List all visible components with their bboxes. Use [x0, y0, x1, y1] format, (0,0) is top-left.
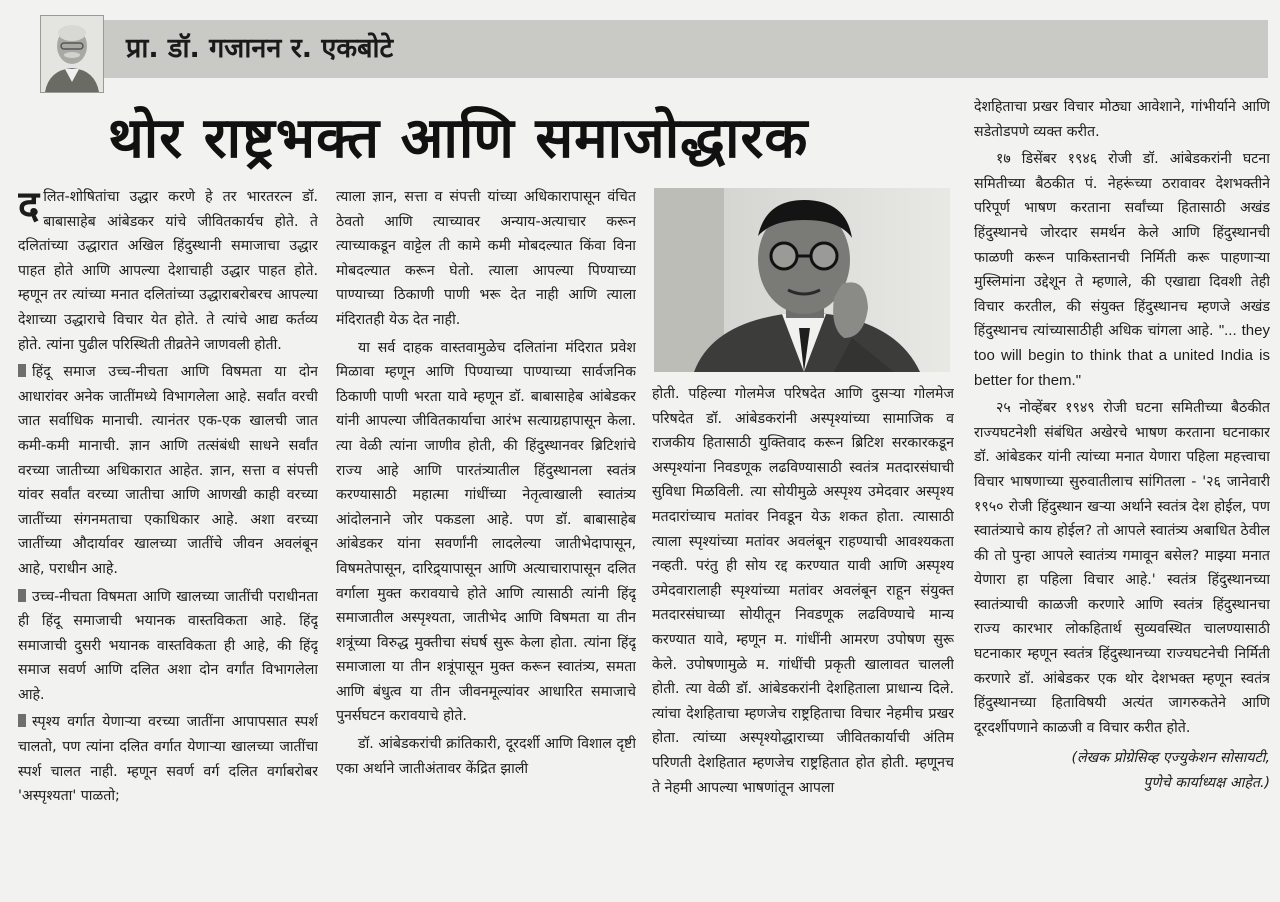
paragraph-text: हिंदू समाज उच्च-नीचता आणि विषमता या दोन आधारांवर अनेक जातींमध्ये विभागलेला आहे. सर्वांत वरची जात सर्वाधिक मानाची. त्यानंतर एक-एक खालची जात कमी-कमी मानाची. ज्ञान आणि तत्संबंधी साधने सर्वांत वरच्या जातीच्या अधिकारात आहेत. ज्ञान, सत्ता व संपत्ती यांवर सर्वांत वरच्या जातीचा आणि आणखी काही वरच्या जातींच्या संगनमताचा एकाधिकार आहे. अशा वरच्या जातींच्या औदार्यावर खालच्या जातींचे जीवन अवलंबून आहे, पराधीन आहे.	[18, 364, 318, 577]
paragraph-text: स्पृश्य वर्गात येणाऱ्या वरच्या जातींना आपापसात स्पर्श चालतो, पण त्यांना दलित वर्गात येणाऱ्या खालच्या जातींचा स्पर्श चालत नाही. म्हणून सवर्ण वर्ग दलित वर्गाबरोबर 'अस्पृश्यता' पाळतो;	[18, 714, 318, 805]
paragraph	[18, 710, 318, 808]
author-name: प्रा. डॉ. गजानन र. एकबोटे	[126, 33, 394, 64]
paragraph: त्याला ज्ञान, सत्ता व संपत्ती यांच्या अधिकारापासून वंचित ठेवतो आणि त्याच्यावर अन्याय-अत्याचार करून त्याच्याकडून वाट्टेल ती कामे कमी मोबदल्यात किंवा विना मोबदल्यात करून घेतो. त्याला आपल्या पिण्याच्या पाण्याच्या ठिकाणी पाणी भरू देत नाही आणि त्याला मंदिरातही येऊ देत नाही.	[336, 189, 636, 328]
article-column-2	[336, 185, 636, 897]
article-column-3	[652, 382, 954, 897]
paragraph-marker-icon	[18, 589, 26, 602]
author-photo	[40, 15, 104, 93]
footnote-line: पुणेचे कार्याध्यक्ष आहेत.)	[1143, 775, 1270, 792]
footnote-line: (लेखक प्रोग्रेसिव्ह एज्युकेशन सोसायटी,	[1071, 750, 1270, 767]
article-column-1	[18, 185, 318, 897]
english-quote: "... they too will begin to think that a united India is better for them."	[974, 322, 1270, 389]
paragraph-marker-icon	[18, 364, 26, 377]
paragraph-text: लित-शोषितांचा उद्धार करणे हे तर भारतरत्न डॉ. बाबासाहेब आंबेडकर यांचे जीवितकार्यच होते. ते दलितांच्या उद्धारात अखिल हिंदुस्थानी समाजाचा उद्धार पाहत होते आणि आपल्या देशाचाही उद्धार पाहत होते. म्हणून तर त्यांच्या मनात दलितांच्या उद्धाराबरोबरच आपल्या देशाच्या उद्धाराचे विचार येत होते. ते त्यांचे आद्य कर्तव्य होते. त्यांना पुढील परिस्थिती तीव्रतेने जाणवली होती.	[18, 189, 318, 353]
paragraph-text: १७ डिसेंबर १९४६ रोजी डॉ. आंबेडकरांनी घटना समितीच्या बैठकीत पं. नेहरूंच्या ठरावावर देशभक्तीने परिपूर्ण भाषण करताना सर्वांच्या हितासाठी अखंड हिंदुस्थानचे जोरदार समर्थन केले आणि हिंदुस्थानची फाळणी करून पाकिस्तानची निर्मिती करू पाहणाऱ्या मुस्लिमांना उद्देशून ते म्हणाले, की एखाद्या दिवशी तेही विचार करतील, की संयुक्त हिंदुस्थानच म्हणजे अखंड हिंदुस्थानच त्यांच्यासाठीही अधिक चांगला आहे.	[974, 151, 1270, 340]
ambedkar-portrait-photo	[654, 188, 950, 372]
paragraph	[18, 585, 318, 708]
paragraph-marker-icon	[18, 714, 26, 727]
headline: थोर राष्ट्रभक्त आणि समाजोद्धारक	[108, 105, 809, 171]
paragraph-text: उच्च-नीचता विषमता आणि खालच्या जातींची पराधीनता ही हिंदू समाजाची भयानक वास्तविकता आहे. हिंदू समाजाची दुसरी भयानक वास्तविकता ही आहे, की हिंदू समाज सवर्ण आणि दलित अशा दोन वर्गांत विभागलेला आहे.	[18, 588, 318, 703]
paragraph: होती. पहिल्या गोलमेज परिषदेत आणि दुसऱ्या गोलमेज परिषदेत डॉ. आंबेडकरांनी अस्पृश्यांच्या सामाजिक व राजकीय हितासाठी युक्तिवाद करून ब्रिटिश सरकारकडून अस्पृश्यांना निवडणूक लढविण्यासाठी स्वतंत्र मतदारसंघाची सुविधा मिळविली. त्या सोयीमुळे अस्पृश्य उमेदवार अस्पृश्य मतदारांच्याच मतांवर निवडून येऊ शकत होता. त्यासाठी त्याला स्पृश्यांच्या मतांवर अवलंबून राहण्याची आवश्यकता नव्हती. परंतु ही सोय रद्द करण्यात यावी आणि अस्पृश्य उमेदवारालाही स्पृश्यांच्या मतांवर अवलंबून राहून संयुक्त मतदारसंघाच्या सोयीतून निवडणूक लढविण्याचे मान्य करण्यात यावे, म्हणून म. गांधींनी आमरण उपोषण सुरू केले. उपोषणामुळे म. गांधींची प्रकृती खालावत चालली होती. त्या वेळी डॉ. आंबेडकरांनी देशहिताला प्राधान्य दिले. त्यांचा देशहिताचा म्हणजेच राष्ट्रहिताचा विचार नेहमीच प्रखर होता. त्यांच्या अस्पृश्योद्धाराच्या जीवितकार्याची अंतिम परिणती देशहितात म्हणजेच राष्ट्रहितात होत होती. म्हणूनच ते नेहमी आपल्या भाषणांतून आपला	[652, 386, 954, 796]
paragraph: देशहिताचा प्रखर विचार मोठ्या आवेशाने, गांभीर्याने आणि सडेतोडपणे व्यक्त करीत.	[974, 99, 1270, 140]
paragraph	[18, 185, 318, 357]
paragraph: डॉ. आंबेडकरांची क्रांतिकारी, दूरदर्शी आणि विशाल दृष्टी एका अर्थाने जातीअंतावर केंद्रित झाली	[336, 736, 636, 777]
author-footnote	[974, 746, 1270, 795]
article-column-4	[974, 95, 1270, 895]
paragraph	[18, 360, 318, 581]
paragraph: २५ नोव्हेंबर १९४९ रोजी घटना समितीच्या बैठकीत राज्यघटनेशी संबंधित अखेरचे भाषण करताना घटनाकार डॉ. आंबेडकर यांनी त्यांच्या मनात येणारा पहिला महत्त्वाचा विचार भाषणाच्या सुरुवातीलाच सांगितला - '२६ जानेवारी १९५० रोजी हिंदुस्थान खऱ्या अर्थाने स्वतंत्र देश होईल, पण स्वातंत्र्याचे काय होईल? तो आपले स्वातंत्र्य अबाधित ठेवील की तो पुन्हा आपले स्वातंत्र्य गमावून बसेल? माझ्या मनात येणारा हा पहिला विचार आहे.' स्वतंत्र हिंदुस्थानच्या स्वातंत्र्याची काळजी करणारे आणि स्वतंत्र हिंदुस्थानचा राज्य कारभार लोकहितार्थ सुव्यवस्थित चालण्यासाठी घटनाकार म्हणून स्वतंत्र हिंदुस्थानच्या राज्यघटनेची निर्मिती करणारे डॉ. आंबेडकर एक थोर देशभक्त म्हणून स्वतंत्र हिंदुस्थानच्या हिताविषयी अत्यंत जागरुकतेने आणि दूरदर्शीपणाने काळजी व विचार करीत होते.	[974, 400, 1270, 736]
paragraph: या सर्व दाहक वास्तवामुळेच दलितांना मंदिरात प्रवेश मिळावा म्हणून आणि पिण्याच्या पाण्याच्या सार्वजनिक ठिकाणी पाणी भरता यावे म्हणून डॉ. बाबासाहेब आंबेडकर यांनी आपल्या जीवितकार्याचा आरंभ सत्याग्रहापासून केला. त्या वेळी त्यांना जाणीव होती, की हिंदुस्थानवर ब्रिटिशांचे राज्य आहे आणि पारतंत्र्यातील हिंदुस्थानला स्वतंत्र करण्यासाठी महात्मा गांधींच्या नेतृत्वाखाली स्वातंत्र्य आंदोलनाने जोर पकडला आहे. पण डॉ. बाबासाहेब आंबेडकर यांना सवर्णांनी लादलेल्या जातीभेदापासून, विषमतेपासून, दारिद्र्यापासून आणि अत्याचारापासून दलित वर्गाला मुक्त करावयाचे होते आणि त्यासाठी त्यांनी हिंदू समाजातील अस्पृश्यता, जातीभेद आणि विषमता या तीन शत्रूंच्या विरुद्ध मुक्तीचा संघर्ष सुरू केला होता. त्यांना हिंदू समाजाला या तीन शत्रूंपासून मुक्त करून स्वातंत्र्य, समता आणि बंधुत्व या तीन जीवनमूल्यांवर आधारित समाजाचे पुनर्सघटन करावयाचे होते.	[336, 339, 636, 725]
paragraph	[974, 147, 1270, 393]
dropcap: द	[18, 185, 40, 229]
